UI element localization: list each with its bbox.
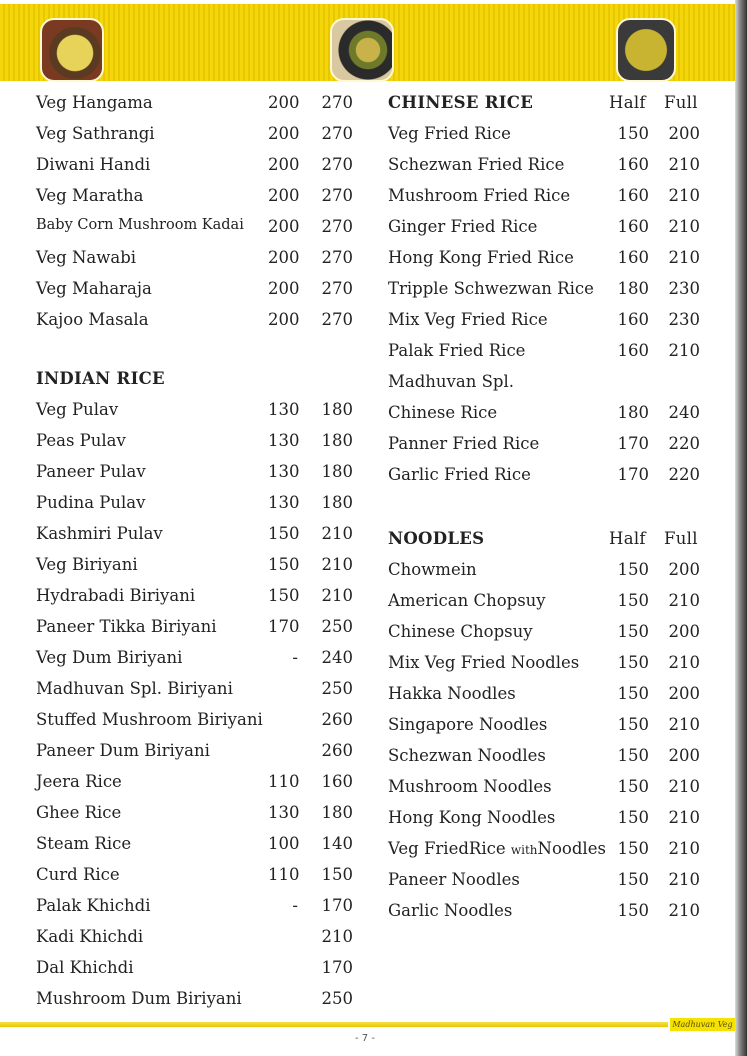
menu-item-row [36,186,366,217]
full-price: 220 [668,434,700,453]
item-name: Palak Fried Rice [388,341,526,360]
item-name: Paneer Tikka Biriyani [36,617,217,636]
full-price: 200 [668,746,700,765]
noodles-bowl-photo [330,18,394,82]
item-name: Kajoo Masala [36,310,149,329]
full-price: 210 [668,653,700,672]
half-price: 150 [268,586,300,605]
header-banner [0,4,735,81]
page-number: - 7 - [355,1033,375,1044]
half-price: 110 [268,772,300,791]
menu-item-row [36,741,366,772]
full-price: 270 [321,279,353,298]
item-name: Mushroom Fried Rice [388,186,571,205]
item-name: Stuffed Mushroom Biriyani [36,710,263,729]
half-price: 180 [617,279,649,298]
item-name: Veg Sathrangi [36,124,155,143]
full-price: 210 [668,870,700,889]
menu-item-row [388,870,708,901]
menu-item-row [388,434,708,465]
section-title-noodles: NOODLES Half Full [388,529,698,548]
full-price: 210 [668,248,700,267]
item-name: Kadi Khichdi [36,927,144,946]
menu-item-row [36,93,366,124]
half-price: 160 [617,341,649,360]
item-name: Hydrabadi Biriyani [36,586,196,605]
menu-item-row [388,155,708,186]
half-price: 150 [617,124,649,143]
full-price: 180 [321,803,353,822]
half-price: 160 [617,155,649,174]
continued-curry-list [36,93,366,341]
item-name: Ginger Fried Rice [388,217,538,236]
menu-item-row [388,684,708,715]
full-price: 140 [321,834,353,853]
menu-item-row [388,591,708,622]
menu-item-row [388,310,708,341]
menu-item-row [388,901,708,932]
item-name: Schezwan Noodles [388,746,546,765]
menu-item-row [36,927,366,958]
noodles-list [388,560,708,839]
full-price: 270 [321,310,353,329]
menu-item-row [36,834,366,865]
menu-item-row [36,617,366,648]
item-name: Garlic Noodles [388,901,513,920]
item-name: Baby Corn Mushroom Kadai [36,217,244,233]
full-price: 200 [668,622,700,641]
item-name: American Chopsuy [388,591,546,610]
half-price: 150 [617,870,649,889]
item-name: Veg Dum Biriyani [36,648,183,667]
item-name: Madhuvan Spl. [388,372,514,391]
half-price: 150 [268,524,300,543]
half-price: 150 [617,653,649,672]
half-price: 100 [268,834,300,853]
menu-item-row [36,679,366,710]
menu-item-row [36,555,366,586]
item-name: Hakka Noodles [388,684,516,703]
biryani-bowl-photo [40,18,104,82]
half-price: 150 [617,777,649,796]
full-price: 260 [321,741,353,760]
item-name: Veg FriedRice withNoodles [388,839,606,858]
menu-item-row [388,124,708,155]
right-column [388,93,708,932]
half-price: 150 [617,839,649,858]
half-price: 170 [617,434,649,453]
menu-item-row [388,839,708,870]
item-name: Diwani Handi [36,155,151,174]
menu-item-row [388,341,708,372]
full-price: 220 [668,465,700,484]
half-price: 170 [268,617,300,636]
item-name: Veg Pulav [36,400,119,419]
menu-item-row [36,217,366,248]
half-price-header: Half [609,93,646,112]
full-price-header: Full [664,93,698,112]
item-name: Singapore Noodles [388,715,548,734]
chinese-rice-list [388,124,708,496]
menu-item-row [36,896,366,927]
half-price-header: Half [609,529,646,548]
menu-item-row [36,310,366,341]
menu-item-row [36,248,366,279]
full-price: 210 [668,839,700,858]
menu-item-row [36,524,366,555]
half-price: 160 [617,217,649,236]
full-price: 200 [668,560,700,579]
full-price: 250 [321,617,353,636]
item-name: Hong Kong Noodles [388,808,556,827]
menu-item-row [36,648,366,679]
page-binding-edge [735,0,747,1056]
half-price: 160 [617,310,649,329]
full-price: 170 [321,958,353,977]
half-price: 130 [268,462,300,481]
full-price: 270 [321,186,353,205]
full-price: 150 [321,865,353,884]
item-name: Garlic Fried Rice [388,465,531,484]
item-name: Kashmiri Pulav [36,524,163,543]
menu-item-row [388,372,708,403]
full-price: 210 [321,927,353,946]
item-name: Curd Rice [36,865,120,884]
full-price-header: Full [664,529,698,548]
item-name: Veg Fried Rice [388,124,511,143]
half-price: 150 [617,746,649,765]
full-price: 200 [668,124,700,143]
half-price: 170 [617,465,649,484]
half-price: 200 [268,93,300,112]
item-name: Mushroom Noodles [388,777,552,796]
menu-item-row [388,465,708,496]
item-name: Veg Biriyani [36,555,138,574]
full-price: 210 [668,341,700,360]
item-name: Paneer Pulav [36,462,146,481]
menu-item-row [388,560,708,591]
half-price: 130 [268,803,300,822]
item-name: Peas Pulav [36,431,126,450]
noodles-list-tail [388,870,708,932]
item-name: Chinese Chopsuy [388,622,533,641]
menu-item-row [388,777,708,808]
half-price: 150 [617,715,649,734]
item-name: Paneer Dum Biriyani [36,741,210,760]
full-price: 240 [321,648,353,667]
full-price: 210 [668,186,700,205]
full-price: 270 [321,155,353,174]
menu-item-row [388,715,708,746]
half-price: 150 [617,808,649,827]
item-name: Veg Hangama [36,93,153,112]
half-price: 200 [268,279,300,298]
full-price: 260 [321,710,353,729]
full-price: 230 [668,310,700,329]
item-name: Mix Veg Fried Rice [388,310,548,329]
half-price: 200 [268,248,300,267]
full-price: 210 [668,777,700,796]
menu-item-row [388,217,708,248]
left-column [36,93,366,1020]
menu-item-row [36,803,366,834]
item-name: Veg Nawabi [36,248,137,267]
half-price: 200 [268,155,300,174]
item-name: Chowmein [388,560,477,579]
item-name: Steam Rice [36,834,132,853]
full-price: 210 [668,217,700,236]
item-name: Palak Khichdi [36,896,151,915]
full-price: 230 [668,279,700,298]
menu-item-row [36,493,366,524]
half-price: 160 [617,248,649,267]
half-price: 180 [617,403,649,422]
half-price: 130 [268,400,300,419]
half-price: - [292,896,298,915]
half-price: 150 [268,555,300,574]
item-name: Dal Khichdi [36,958,134,977]
section-title-chinese-rice: CHINESE RICE Half Full [388,93,698,112]
menu-item-row [388,186,708,217]
menu-item-row [36,155,366,186]
item-name: Paneer Noodles [388,870,520,889]
half-price: 150 [617,684,649,703]
menu-item-row [36,958,366,989]
menu-item-row [36,772,366,803]
item-name: Mushroom Dum Biriyani [36,989,242,1008]
menu-item-row [36,710,366,741]
full-price: 210 [321,524,353,543]
menu-item-row [36,462,366,493]
half-price: 130 [268,431,300,450]
item-name: Madhuvan Spl. Biriyani [36,679,233,698]
menu-item-row [388,403,708,434]
menu-item-row [388,808,708,839]
full-price: 270 [321,93,353,112]
half-price: - [292,648,298,667]
menu-item-row [388,248,708,279]
full-price: 210 [668,155,700,174]
full-price: 210 [321,555,353,574]
half-price: 200 [268,310,300,329]
full-price: 210 [668,715,700,734]
menu-item-row [36,586,366,617]
item-name: Schezwan Fried Rice [388,155,565,174]
menu-item-row [36,865,366,896]
item-name: Veg Maharaja [36,279,152,298]
menu-item-row [36,431,366,462]
item-name: Tripple Schwezwan Rice [388,279,594,298]
menu-item-row [36,989,366,1020]
menu-item-row [388,653,708,684]
fried-rice-photo [616,18,676,82]
item-name: Pudina Pulav [36,493,146,512]
half-price: 200 [268,124,300,143]
half-price: 150 [617,901,649,920]
half-price: 200 [268,186,300,205]
full-price: 240 [668,403,700,422]
full-price: 210 [668,591,700,610]
full-price: 210 [668,808,700,827]
full-price: 170 [321,896,353,915]
full-price: 200 [668,684,700,703]
full-price: 270 [321,124,353,143]
half-price: 130 [268,493,300,512]
half-price: 110 [268,865,300,884]
full-price: 210 [321,586,353,605]
menu-item-row [388,279,708,310]
brand-tag: Madhuvan Veg [670,1018,735,1031]
item-name: Veg Maratha [36,186,144,205]
full-price: 160 [321,772,353,791]
full-price: 180 [321,400,353,419]
menu-item-row [388,622,708,653]
menu-item-row [36,279,366,310]
full-price: 270 [321,217,353,236]
full-price: 250 [321,679,353,698]
item-name: Panner Fried Rice [388,434,540,453]
full-price: 270 [321,248,353,267]
menu-item-row [36,124,366,155]
item-name: Jeera Rice [36,772,122,791]
half-price: 150 [617,591,649,610]
half-price: 160 [617,186,649,205]
indian-rice-list [36,400,366,1020]
item-name: Hong Kong Fried Rice [388,248,574,267]
menu-item-row [388,746,708,777]
half-price: 200 [268,217,300,236]
full-price: 250 [321,989,353,1008]
full-price: 180 [321,462,353,481]
item-name: Chinese Rice [388,403,498,422]
full-price: 180 [321,431,353,450]
half-price: 150 [617,622,649,641]
item-name: Mix Veg Fried Noodles [388,653,580,672]
full-price: 210 [668,901,700,920]
footer-stripe [0,1022,668,1027]
half-price: 150 [617,560,649,579]
menu-item-row [36,400,366,431]
item-name: Ghee Rice [36,803,122,822]
full-price: 180 [321,493,353,512]
section-title-indian-rice: INDIAN RICE [36,369,165,388]
